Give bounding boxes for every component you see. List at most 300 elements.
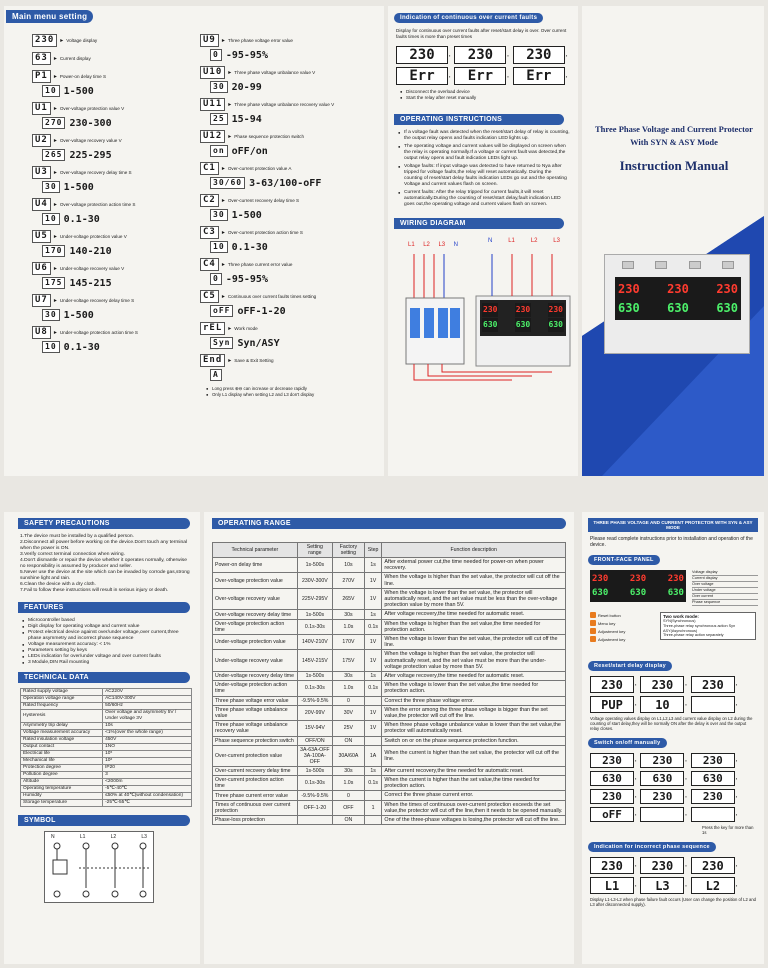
arrow-icon: ▸ — [53, 266, 57, 272]
menu-default-box: 175 — [42, 277, 65, 289]
menu-item — [200, 194, 384, 221]
input-lines — [414, 254, 444, 298]
op-row — [213, 588, 566, 610]
menu-item — [32, 34, 212, 47]
arrow-icon: ▸ — [53, 56, 57, 62]
work-mode-item: SYN(Synchronous) — [663, 619, 696, 623]
unit-label: ▪ — [735, 883, 738, 888]
op-cell: Three phase voltage unbalance value — [213, 705, 298, 720]
cover-terminals-top — [611, 261, 745, 271]
safety-title: SAFETY PRECAUTIONS — [18, 518, 190, 529]
led-row — [482, 318, 564, 332]
menu-item — [200, 34, 384, 61]
menu-item-label: Work mode — [234, 326, 258, 331]
menu-range-value: 3-63/100-oFF — [249, 177, 322, 189]
op-cell: After voltage recovery,the time needed for automatic reset. — [382, 672, 566, 681]
menu-value-row — [210, 369, 384, 381]
display-cell — [590, 789, 636, 804]
op-cell: After current recovery,the time needed for automatic reset. — [382, 766, 566, 775]
tech-value: 3 — [103, 772, 192, 779]
menu-value-row — [210, 177, 384, 189]
right-banner: THREE PHASE VOLTAGE AND CURRENT PROTECTOR WITH SYN & ASY MODE — [588, 518, 758, 532]
main-menu-panel — [4, 6, 384, 476]
led-row — [482, 303, 564, 317]
unit-label: ▪ — [507, 73, 509, 79]
op-cell — [364, 791, 382, 800]
menu-item-row — [32, 166, 212, 179]
op-cell: Over-voltage protection value — [213, 573, 298, 588]
unit-label: ▪ — [685, 702, 687, 707]
arrow-icon: ▸ — [53, 234, 57, 240]
feature-item: ● Parameters setting by keys — [22, 648, 190, 654]
op-cell: Under-voltage recovery value — [213, 650, 298, 672]
menu-range-value: 140-210 — [69, 245, 112, 257]
safety-item: 2.Disconnect all power before working on the device.Don't touch any terminal when the power is ON. — [20, 540, 188, 551]
unit-label: ▪ — [735, 812, 738, 817]
display-row — [590, 789, 756, 804]
menu-range-value: 230-300 — [69, 117, 112, 129]
menu-range-value: 20-99 — [231, 81, 262, 93]
op-cell: 0.1s — [364, 681, 382, 696]
led-digit: 230 — [618, 282, 640, 296]
op-cell: 170V — [333, 635, 365, 650]
menu-item — [32, 198, 212, 225]
unit-label: ▪ — [735, 776, 738, 781]
display-cell — [640, 877, 686, 894]
display-cell — [590, 696, 636, 713]
op-cell: 1V — [364, 573, 382, 588]
menu-item-label: Three phase voltage error value — [227, 38, 293, 43]
op-cell: When the current is higher than the set value,the time needed for protection action. — [382, 776, 566, 791]
op-cell: 20V-99V — [297, 705, 332, 720]
menu-item-row — [200, 322, 384, 335]
segment-display: oFF — [590, 807, 634, 822]
menu-default-box: 0 — [210, 49, 222, 61]
op-cell: 1s-500s — [297, 558, 332, 573]
unit-label: ▪ — [449, 73, 451, 79]
op-cell: ON — [333, 736, 365, 745]
op-cell: Correct the three phase voltage error. — [382, 696, 566, 705]
display-row — [590, 696, 756, 713]
fault-note: ● Disconnect the overload device — [400, 89, 570, 95]
tech-param: Operation voltage range — [21, 696, 103, 703]
fp-led-digit: 630 — [629, 588, 647, 598]
menu-value-row — [210, 305, 384, 317]
op-cell: Over-current protection action time — [213, 776, 298, 791]
front-panel-led — [590, 570, 686, 602]
op-cell: Over-current protection value — [213, 745, 298, 766]
wiring-label-left-2: L2 — [423, 241, 430, 248]
faults-intro: Display for continuous over current faults after reset/start delay is over. Over current faults times is more than preset times — [396, 28, 567, 39]
fp-legend-item: Over voltage — [692, 582, 758, 588]
menu-code-box: U3 — [32, 166, 51, 179]
op-cell: After voltage recovery,the time needed for automatic reset. — [382, 610, 566, 619]
display-cell — [640, 771, 686, 786]
op-header-cell: Step — [364, 543, 382, 558]
symbol-label: L1 — [79, 834, 86, 840]
tech-row — [21, 800, 192, 807]
segment-display: 230 — [640, 857, 684, 874]
segment-display: 230 — [590, 857, 634, 874]
menu-range-value: oFF/on — [231, 145, 268, 157]
menu-item-label: Over-voltage protection value V — [59, 106, 125, 111]
menu-item — [32, 102, 212, 129]
fp-button-label: Adjustment key — [598, 636, 626, 642]
segment-display — [691, 696, 738, 713]
op-row — [213, 635, 566, 650]
op-cell: One of the three-phase voltages is losing,the protector will cut off the line. — [382, 816, 566, 825]
faults-title: Indication of continuous over current faults — [394, 13, 543, 23]
segment-display: 230 — [640, 789, 684, 804]
menu-code-box: rEL — [200, 322, 225, 335]
menu-item-row — [200, 258, 384, 271]
work-mode-item: ASY(Asynchronous) — [663, 628, 698, 633]
segment-display: 230 — [640, 676, 684, 693]
tech-value: 10⁶ — [103, 758, 192, 765]
op-cell: Over-voltage protection action time — [213, 619, 298, 634]
op-cell: 175V — [333, 650, 365, 672]
menu-value-row — [210, 337, 384, 349]
display-row — [590, 857, 756, 874]
op-cell: When the error among the three phase voltage is bigger than the set value,the protector will cut off the line. — [382, 705, 566, 720]
op-row — [213, 558, 566, 573]
display-cell — [640, 696, 686, 713]
op-row — [213, 573, 566, 588]
op-cell: -9.5%-9.5% — [297, 696, 332, 705]
unit-label: ▪ — [635, 682, 637, 687]
operating-range-table — [212, 542, 566, 825]
display-cell — [640, 857, 686, 874]
display-cell — [691, 771, 737, 786]
op-cell — [364, 736, 382, 745]
op-cell — [364, 816, 382, 825]
menu-value-row — [210, 113, 384, 125]
op-cell: Three phase voltage unbalance recovery value — [213, 721, 298, 736]
tech-row — [21, 696, 192, 703]
op-row — [213, 736, 566, 745]
op-cell: 30s — [333, 610, 365, 619]
menu-item — [200, 322, 384, 349]
op-cell: 1s — [364, 766, 382, 775]
unit-label: ▪ — [685, 863, 687, 868]
menu-code-box: 63 — [32, 52, 51, 65]
wiring-led-readout — [482, 302, 564, 333]
op-cell: 30s — [333, 672, 365, 681]
op-row — [213, 672, 566, 681]
menu-default-box: 270 — [42, 117, 65, 129]
tech-value: AC220V — [103, 689, 192, 696]
op-row — [213, 696, 566, 705]
tech-row — [21, 723, 192, 730]
unit-label: ▪ — [685, 758, 687, 763]
fault-note: ● Start the relay after reset manually — [400, 95, 570, 101]
menu-default-box: A — [210, 369, 222, 381]
menu-item — [32, 262, 212, 289]
menu-item — [32, 294, 212, 321]
segment-display — [640, 807, 687, 822]
menu-default-box: 30 — [210, 81, 228, 93]
display-cell — [590, 857, 636, 874]
arrow-icon: ▸ — [53, 202, 57, 208]
segment-display: 230 — [590, 753, 634, 768]
display-cell — [513, 46, 567, 64]
display-cell — [640, 789, 686, 804]
wiring-left-labels — [408, 242, 458, 248]
unit-label: ▪ — [735, 682, 738, 687]
switch-note: Press the key for more than 1s — [702, 825, 754, 835]
unit-label: ▪ — [507, 52, 509, 58]
op-cell: OFF-1-20 — [297, 800, 332, 815]
right-intro: Please read complete instructions prior to installation and operation of the device. — [590, 536, 753, 548]
segment-display: 10 — [640, 696, 684, 713]
tech-value: 450V — [103, 737, 192, 744]
menu-code-box: U12 — [200, 130, 225, 143]
op-cell: 230V-300V — [297, 573, 332, 588]
unit-label: ▪ — [735, 702, 738, 707]
display-cell — [590, 753, 636, 768]
safety-item: 7.Fail to follow these instructions will result in serious injury or death. — [20, 588, 169, 593]
menu-item-label: Under-voltage protection action time S — [59, 330, 138, 335]
arrow-icon: ▸ — [228, 134, 232, 140]
op-row — [213, 800, 566, 815]
display-cell — [691, 676, 737, 693]
fp-led-digit: 630 — [592, 588, 609, 598]
menu-item — [32, 52, 212, 65]
menu-item-row — [32, 134, 212, 147]
segment-display: 230 — [513, 46, 565, 64]
tech-value: Over voltage and asymmetry 5V / Under voltage 3V — [103, 710, 192, 723]
front-panel-legend — [692, 570, 758, 606]
op-cell: 1.0s — [333, 776, 365, 791]
menu-code-box: C4 — [200, 258, 219, 271]
segment-display: 230 — [396, 46, 448, 64]
menu-code-box: P1 — [32, 70, 51, 83]
op-cell: 265V — [333, 588, 365, 610]
op-cell: 1s — [364, 672, 382, 681]
menu-code-box: U4 — [32, 198, 51, 211]
fp-legend-item: Over current — [692, 594, 758, 600]
cover-device — [604, 254, 750, 354]
menu-item-row — [200, 226, 384, 239]
menu-code-box: C2 — [200, 194, 219, 207]
op-cell: 0.1s-30s — [297, 619, 332, 634]
op-row — [213, 610, 566, 619]
fp-led-row — [592, 572, 684, 586]
tech-value: 50/60Hz — [103, 703, 192, 710]
feature-item: ● Protect electrical device against over/under voltage,over current,three phase asymmetry and incorrect phase sequence — [22, 630, 190, 642]
operating-range-title: OPERATING RANGE — [212, 518, 566, 529]
led-row — [617, 299, 739, 317]
led-digit: 630 — [618, 301, 640, 315]
wiring-label-left-1: L1 — [408, 241, 415, 248]
main-menu-title: Main menu setting — [6, 10, 93, 23]
cover-title-line2: With SYN & ASY Mode — [630, 137, 718, 147]
menu-item — [200, 226, 384, 253]
menu-code-box: U2 — [32, 134, 51, 147]
tech-row — [21, 765, 192, 772]
op-cell: Three phase current error value — [213, 791, 298, 800]
tech-value: ≤50% at 40℃(without condensation) — [103, 793, 192, 800]
menu-default-box: 30 — [210, 209, 228, 221]
menu-code-box: U11 — [200, 98, 225, 111]
menu-default-box: 0 — [210, 273, 222, 285]
display-cell — [691, 789, 737, 804]
op-cell: Under-voltage recovery delay time — [213, 672, 298, 681]
op-cell: When the voltage is higher than the set value, the protector will cut off the line. — [382, 573, 566, 588]
segment-display: Err — [396, 67, 448, 85]
op-cell: When the current is higher than the set value, the protector will cut off the line. — [382, 745, 566, 766]
unit-label: ▪ — [449, 52, 451, 58]
tech-row — [21, 703, 192, 710]
safety-item: 1.The device must be installed by a qualified person. — [20, 534, 134, 539]
op-header-cell: Technical parameter — [213, 543, 298, 558]
fp-led-digit: 630 — [667, 588, 684, 598]
menu-value-row — [210, 273, 384, 285]
operating-instructions-title: OPERATING INSTRUCTIONS — [394, 114, 564, 125]
menu-item-row — [32, 34, 212, 47]
display-cell — [640, 807, 686, 822]
unit-label: ▪ — [635, 883, 637, 888]
menu-item — [200, 66, 384, 93]
menu-default-box: 25 — [210, 113, 228, 125]
menu-code-box: U7 — [32, 294, 51, 307]
menu-default-box: 10 — [42, 341, 60, 353]
segment-display: 230 — [691, 857, 735, 874]
led-digit: 630 — [667, 301, 689, 315]
segment-display: 630 — [640, 771, 684, 786]
phase-seq-title: Indication for incorrect phase sequence — [588, 842, 716, 852]
menu-value-row — [210, 81, 384, 93]
display-cell — [691, 857, 737, 874]
display-row — [396, 67, 570, 85]
arrow-icon: ▸ — [53, 170, 57, 176]
op-row — [213, 766, 566, 775]
op-cell: 0 — [333, 791, 365, 800]
symbol-diagram — [44, 831, 154, 903]
op-cell: 0.1s-30s — [297, 776, 332, 791]
led-digit: 230 — [548, 303, 564, 317]
segment-display: 230 — [454, 46, 506, 64]
menu-value-row — [42, 277, 212, 289]
menu-item-row — [32, 198, 212, 211]
fp-button-row — [590, 620, 656, 626]
arrow-icon: ▸ — [53, 106, 57, 112]
op-cell: Correct the three phase current error. — [382, 791, 566, 800]
segment-display: L1 — [590, 877, 634, 894]
symbol-label: N — [51, 834, 55, 840]
menu-value-row — [210, 49, 384, 61]
menu-item-label: Save & Exit Setting — [234, 358, 274, 363]
op-cell: 1s — [364, 558, 382, 573]
op-cell: Over-voltage recovery delay time — [213, 610, 298, 619]
wiring-label-right-3: L2 — [530, 237, 538, 244]
instruction-paragraph: ● The operating voltage and current values will be displayed on screen when the relay is operating normally.If a voltage or current fault was detected,the output relay opens and fault indication LEDs light up. — [398, 144, 570, 162]
op-cell: 1s-500s — [297, 766, 332, 775]
symbol-title: SYMBOL — [18, 815, 190, 826]
unit-label: ▪ — [735, 794, 738, 799]
op-cell: OFF — [333, 800, 365, 815]
menu-default-box: 10 — [210, 241, 228, 253]
op-cell: 140V-210V — [297, 635, 332, 650]
menu-code-box: U6 — [32, 262, 51, 275]
segment-display: PUP — [590, 696, 634, 713]
segment-display: Err — [454, 67, 506, 85]
menu-range-value: -95-95% — [225, 273, 268, 285]
fp-button-row — [590, 636, 656, 642]
unit-label: ▪ — [635, 863, 637, 868]
unit-label: ▪ — [735, 758, 738, 763]
menu-item — [200, 130, 384, 157]
menu-item-label: Over-current protection value A — [227, 166, 292, 171]
unit-label: ▪ — [685, 812, 687, 817]
tech-value: IP20 — [103, 765, 192, 772]
work-mode-item: Three-phase relay action separately — [663, 633, 724, 638]
reset-delay-displays — [590, 676, 756, 713]
menu-value-row — [42, 213, 212, 225]
operating-instructions-text — [398, 130, 570, 208]
menu-default-box: 265 — [42, 149, 65, 161]
menu-item-row — [200, 66, 384, 79]
menu-range-value: 0.1-30 — [63, 341, 100, 353]
fp-button-row — [590, 612, 656, 618]
menu-default-box: 30/60 — [210, 177, 245, 189]
arrow-icon: ▸ — [228, 358, 232, 364]
work-mode-title: Two work mode: — [663, 614, 699, 619]
menu-item — [32, 326, 212, 353]
feature-item: ● 3 Module,DIN Rail mounting — [22, 660, 190, 666]
tech-param: Rated insulation voltage — [21, 737, 103, 744]
op-cell: 1V — [364, 588, 382, 610]
led-digit: 630 — [716, 301, 738, 315]
menu-item-row — [32, 262, 212, 275]
op-cell: 15V-94V — [297, 721, 332, 736]
unit-label: ▪ — [635, 702, 637, 707]
tech-param: Hysteresis — [21, 710, 103, 723]
display-cell — [590, 676, 636, 693]
op-cell: 1V — [364, 705, 382, 720]
technical-table — [20, 688, 192, 807]
menu-note: ● Only L1 display when setting L2 and L3 don't display — [206, 392, 384, 398]
cover-panel — [582, 6, 764, 476]
operating-range-panel — [204, 512, 574, 964]
menu-range-value: 15-94 — [231, 113, 262, 125]
phase-seq-displays — [590, 857, 756, 894]
reset-delay-note: Voltage operating values display on L1,L2,L3 and current value display on L2 during the counting of start delay,they will be normally ON after the delay is over and the output relay closes. — [590, 716, 753, 731]
button-icon — [590, 636, 596, 642]
arrow-icon: ▸ — [221, 198, 225, 204]
menu-code-box: C3 — [200, 226, 219, 239]
menu-item — [32, 166, 212, 193]
unit-label: ▪ — [565, 52, 568, 58]
cover-manual-title: Instruction Manual — [619, 158, 729, 173]
segment-display — [691, 807, 738, 822]
menu-range-value: 0.1-30 — [231, 241, 268, 253]
display-cell — [691, 877, 737, 894]
tech-value: 1NO — [103, 744, 192, 751]
menu-code-box: U8 — [32, 326, 51, 339]
op-cell — [364, 696, 382, 705]
menu-item-row — [200, 34, 384, 47]
led-digit: 630 — [482, 318, 498, 332]
front-panel-buttons — [590, 612, 656, 644]
display-row — [590, 676, 756, 693]
display-row — [396, 46, 570, 64]
arrow-icon: ▸ — [221, 230, 225, 236]
op-row — [213, 791, 566, 800]
tech-row — [21, 786, 192, 793]
fp-led-row — [592, 586, 684, 600]
wiring-right-labels — [488, 238, 560, 244]
